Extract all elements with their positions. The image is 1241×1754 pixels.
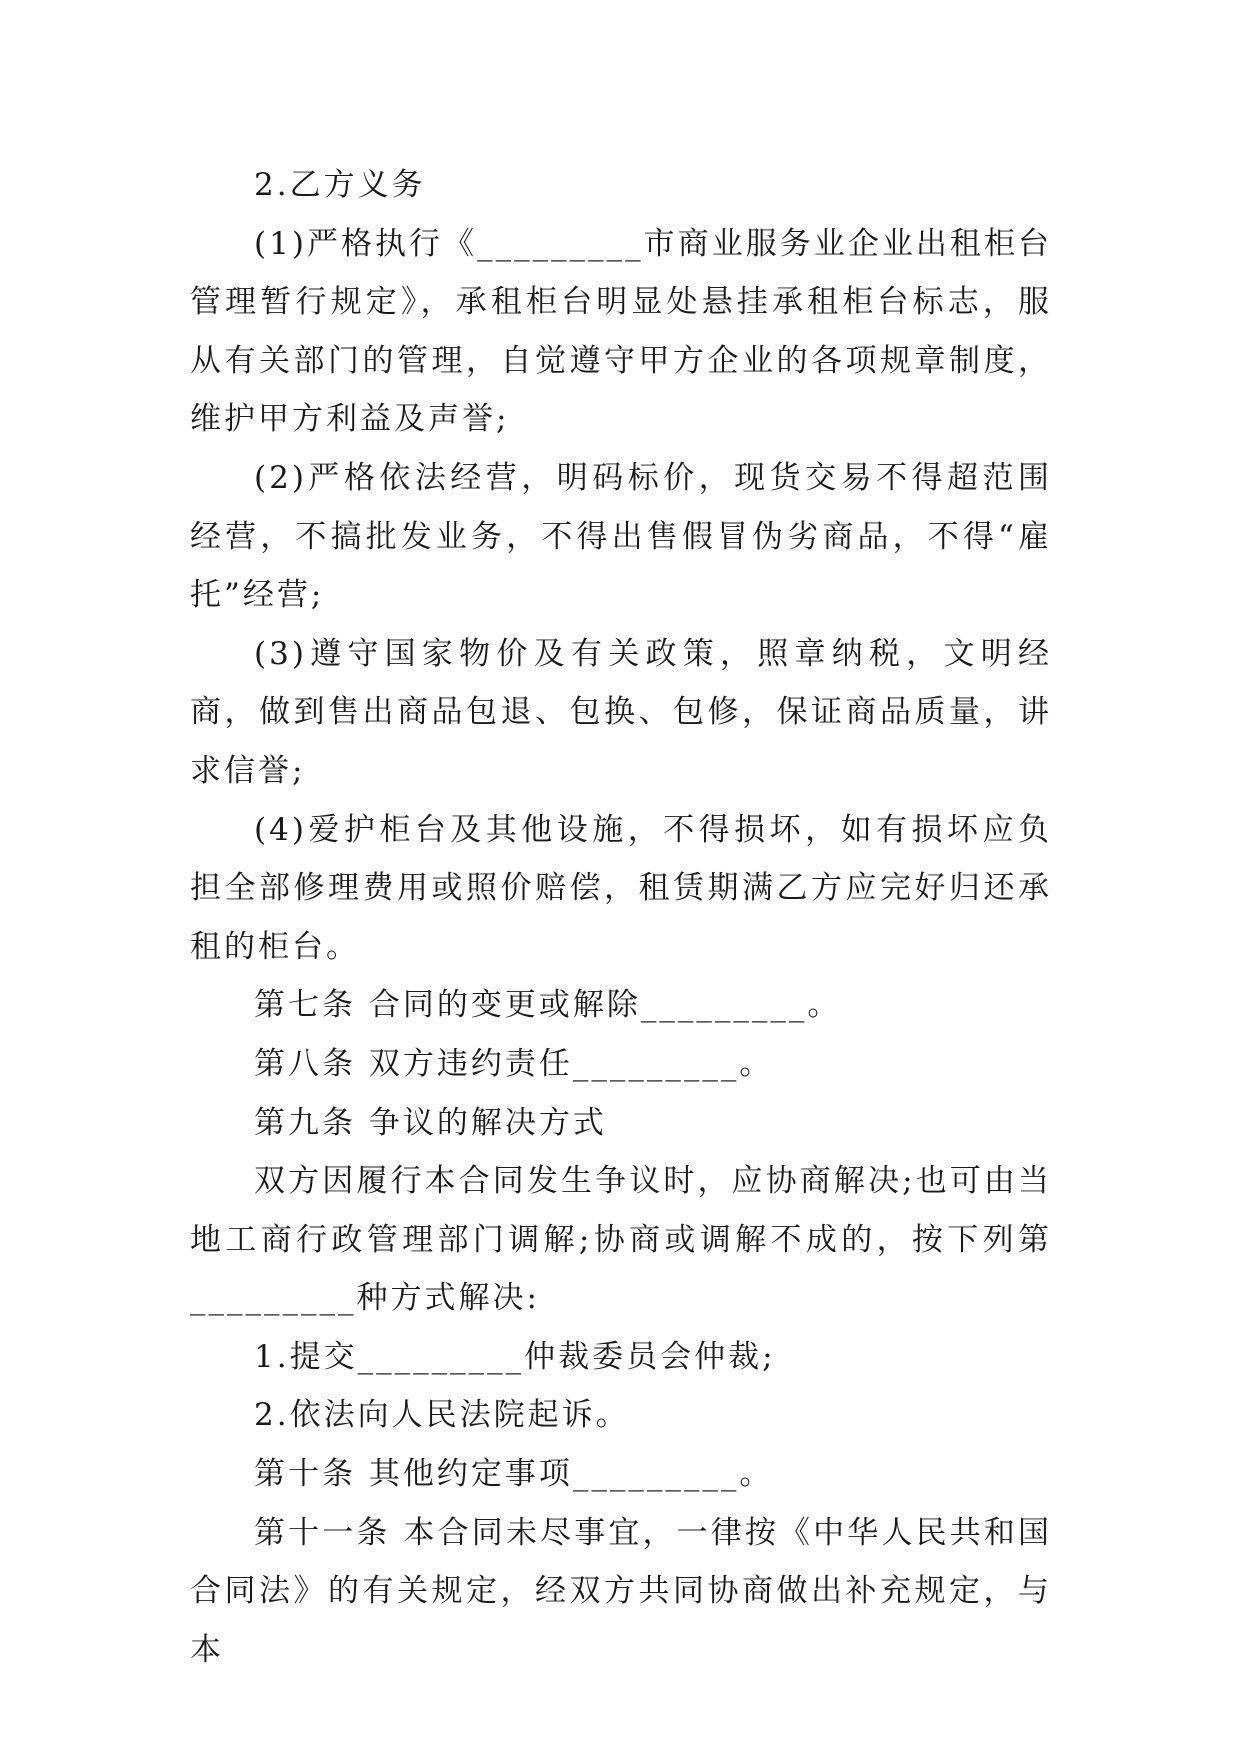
obligation-item-3: (3)遵守国家物价及有关政策，照章纳税，文明经商，做到售出商品包退、包换、包修，保证商品质量，讲求信誉; bbox=[190, 635, 1052, 789]
section-heading-party-b-obligations: 2.乙方义务 bbox=[254, 167, 426, 203]
obligation-item-2: (2)严格依法经营，明码标价，现货交易不得超范围经营，不搞批发业务，不得出售假冒伪劣商品，不得“雇托”经营; bbox=[190, 459, 1052, 614]
article-9-heading: 第九条 争议的解决方式 bbox=[254, 1104, 607, 1141]
article-11: 第十一条 本合同未尽事宜，一律按《中华人民共和国合同法》的有关规定，经双方共同协商做出补充规定，与本 bbox=[190, 1514, 1052, 1668]
article-10: 第十条 其他约定事项_________。 bbox=[254, 1456, 774, 1493]
article-9-body: 双方因履行本合同发生争议时，应协商解决;也可由当地工商行政管理部门调解;协商或调解不成的，按下列第_________种方式解决: bbox=[190, 1163, 1052, 1317]
obligation-item-1: (1)严格执行《_________市商业服务业企业出租柜台管理暂行规定》，承租柜台明显处悬挂承租柜台标志，服从有关部门的管理，自觉遵守甲方企业的各项规章制度，维护甲方利益及声誉; bbox=[190, 225, 1052, 438]
dispute-option-2: 2.依法向人民法院起诉。 bbox=[254, 1397, 630, 1434]
article-8: 第八条 双方违约责任_________。 bbox=[254, 1045, 774, 1082]
dispute-option-1: 1.提交_________仲裁委员会仲裁; bbox=[254, 1338, 776, 1375]
obligation-item-4: (4)爱护柜台及其他设施，不得损坏，如有损坏应负担全部修理费用或照价赔偿，租赁期满乙方应完好归还承租的柜台。 bbox=[190, 811, 1052, 965]
document-body bbox=[190, 156, 1052, 1679]
article-7: 第七条 合同的变更或解除_________。 bbox=[254, 987, 842, 1024]
